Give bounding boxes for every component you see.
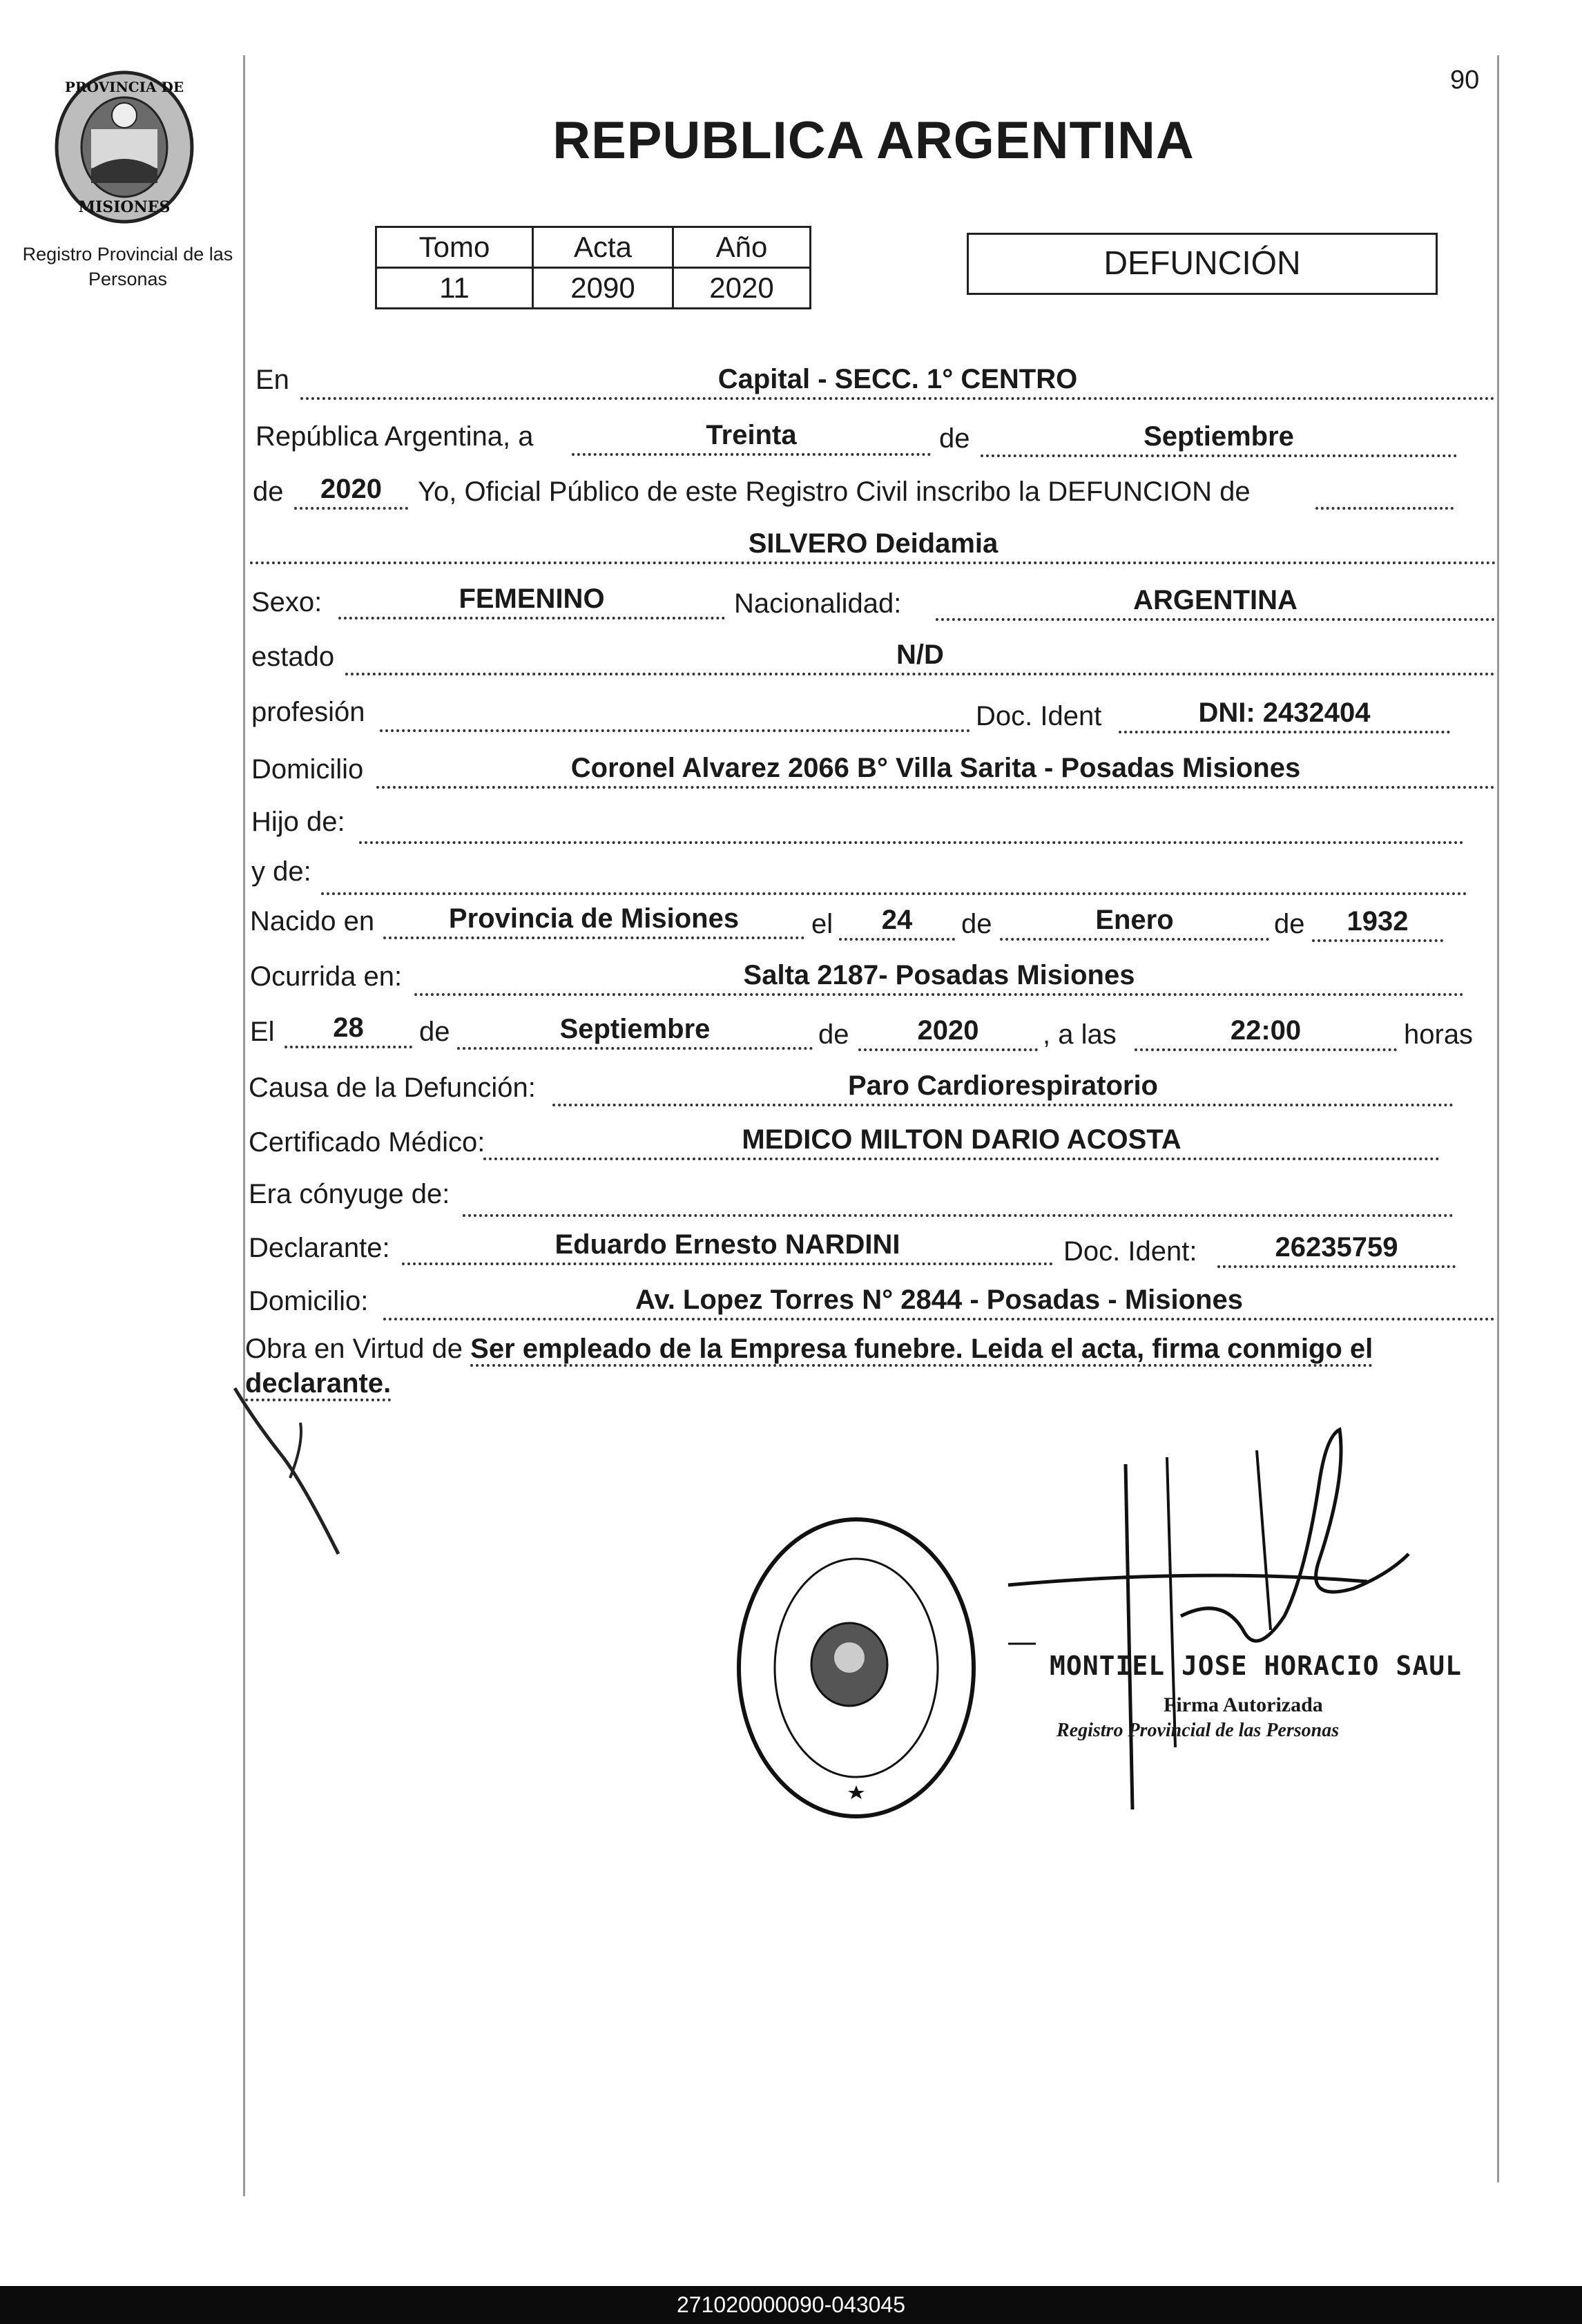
field-y-de xyxy=(321,859,1467,895)
label-nacionalidad: Nacionalidad: xyxy=(734,588,902,619)
field-nac-anio: 1932 xyxy=(1312,906,1443,942)
label-era-conyuge: Era cónyuge de: xyxy=(249,1179,450,1209)
field-def-hora: 22:00 xyxy=(1135,1015,1397,1051)
declarant-signature-icon xyxy=(228,1381,366,1575)
label-de-4: de xyxy=(1274,909,1305,939)
label-de-3: de xyxy=(961,909,992,939)
field-lugar: Capital - SECC. 1° CENTRO xyxy=(300,364,1495,400)
field-sexo: FEMENINO xyxy=(338,584,725,620)
field-causa: Paro Cardiorespiratorio xyxy=(552,1070,1454,1106)
field-nacido-en: Provincia de Misiones xyxy=(383,903,804,939)
country-title: REPUBLICA ARGENTINA xyxy=(552,111,1195,170)
label-domicilio: Domicilio xyxy=(251,754,364,785)
record-table xyxy=(375,226,811,309)
label-declarante: Declarante: xyxy=(249,1233,390,1263)
crest-text-bottom: MISIONES xyxy=(78,198,171,216)
label-obra-en-virtud: Obra en Virtud de xyxy=(245,1334,463,1364)
anio-value: 2020 xyxy=(673,268,811,309)
authority-office: Registro Provincial de las Personas xyxy=(1057,1720,1340,1741)
label-republica-a: República Argentina, a xyxy=(255,421,534,452)
label-de-5: de xyxy=(419,1017,450,1047)
label-hijo-de: Hijo de: xyxy=(251,807,345,837)
label-el-1: el xyxy=(811,909,833,939)
label-estado: estado xyxy=(251,642,335,672)
field-certificado: MEDICO MILTON DARIO ACOSTA xyxy=(483,1124,1440,1160)
authority-name: MONTIEL JOSE HORACIO SAUL xyxy=(1050,1651,1462,1681)
right-margin-line xyxy=(1497,55,1499,2182)
label-domicilio-2: Domicilio: xyxy=(249,1286,369,1316)
field-mes-inscripcion: Septiembre xyxy=(981,421,1457,457)
label-doc-ident-2: Doc. Ident: xyxy=(1063,1236,1197,1267)
field-dia-inscripcion: Treinta xyxy=(572,420,931,456)
field-nac-dia: 24 xyxy=(839,905,955,941)
tomo-header: Tomo xyxy=(376,227,533,268)
label-causa: Causa de la Defunción: xyxy=(249,1073,536,1103)
label-de-1: de xyxy=(939,423,970,454)
label-a-las: , a las xyxy=(1043,1019,1117,1050)
acta-header: Acta xyxy=(533,227,673,268)
label-doc-ident: Doc. Ident xyxy=(976,701,1102,731)
field-estado: N/D xyxy=(345,640,1495,675)
field-declarante-domicilio: Av. Lopez Torres N° 2844 - Posadas - Misiones xyxy=(383,1285,1495,1321)
label-sexo: Sexo: xyxy=(251,587,322,617)
field-blank-defuncion xyxy=(1315,474,1454,510)
authority-role: Firma Autorizada xyxy=(1164,1693,1323,1716)
document-type-box: DEFUNCIÓN xyxy=(967,233,1438,295)
field-hijo-de xyxy=(359,808,1464,844)
field-declarante-doc: 26235759 xyxy=(1217,1232,1456,1268)
field-anio-inscripcion: 2020 xyxy=(294,474,408,510)
authority-signature-icon xyxy=(994,1423,1464,1837)
label-horas: horas xyxy=(1404,1019,1474,1050)
official-seal-icon xyxy=(732,1509,981,1827)
acta-value: 2090 xyxy=(533,268,673,309)
footer-barcode-text: 271020000090-043045 xyxy=(0,2286,1582,2324)
label-de-2: de xyxy=(253,477,284,507)
label-de-6: de xyxy=(818,1019,849,1050)
registry-caption: Registro Provincial de las Personas xyxy=(22,244,233,289)
field-obra-texto: Ser empleado de la Empresa funebre. Leida el acta, firma conmigo el declarante. xyxy=(245,1334,1373,1401)
field-fallecido: SILVERO Deidamia xyxy=(250,528,1496,564)
page-number: 90 xyxy=(1450,66,1480,95)
field-declarante: Eduardo Ernesto NARDINI xyxy=(402,1229,1053,1265)
field-def-dia: 28 xyxy=(284,1012,412,1048)
field-profesion xyxy=(380,696,970,732)
left-margin-line xyxy=(243,55,245,2196)
label-y-de: y de: xyxy=(251,856,311,887)
field-conyuge xyxy=(463,1181,1454,1217)
field-ocurrida-en: Salta 2187- Posadas Misiones xyxy=(414,960,1464,996)
crest-text-top: PROVINCIA DE xyxy=(64,79,184,95)
field-domicilio: Coronel Alvarez 2066 B° Villa Sarita - Posadas Misiones xyxy=(376,753,1495,789)
field-def-anio: 2020 xyxy=(858,1015,1038,1051)
label-certificado: Certificado Médico: xyxy=(249,1127,485,1158)
field-doc-ident: DNI: 2432404 xyxy=(1119,698,1450,733)
label-profesion: profesión xyxy=(251,697,365,727)
field-nac-mes: Enero xyxy=(1000,905,1269,941)
obra-en-virtud xyxy=(245,1332,1488,1401)
label-ocurrida-en: Ocurrida en: xyxy=(250,961,403,992)
label-yo-oficial: Yo, Oficial Público de este Registro Civil inscribo la DEFUNCION de xyxy=(418,477,1251,507)
label-el-2: El xyxy=(250,1017,275,1047)
field-def-mes: Septiembre xyxy=(457,1014,813,1050)
tomo-value: 11 xyxy=(376,268,533,309)
label-en: En xyxy=(255,365,289,395)
field-nacionalidad: ARGENTINA xyxy=(936,585,1495,621)
label-nacido-en: Nacido en xyxy=(250,906,375,937)
anio-header: Año xyxy=(673,227,811,268)
